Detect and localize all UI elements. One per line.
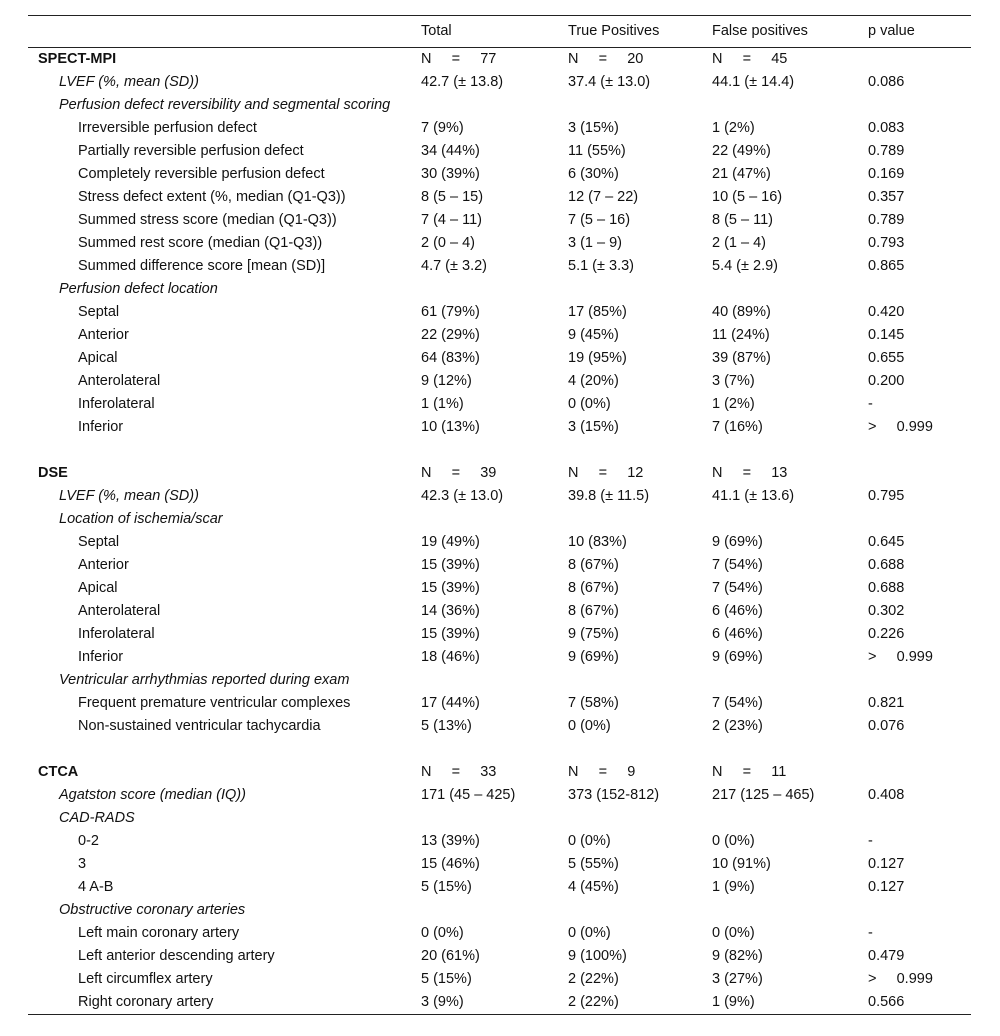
- true-positives-cell: 0 (0%): [568, 396, 611, 412]
- true-positives-cell: 4 (45%): [568, 879, 619, 895]
- total-cell: 42.3 (± 13.0): [421, 488, 504, 504]
- subheading-row: [28, 71, 971, 94]
- total-cell: 5 (15%): [421, 879, 472, 895]
- section-total-cell: N = 77: [421, 51, 497, 67]
- p-value-cell: 0.083: [868, 120, 905, 136]
- p-value-cell: 0.408: [868, 787, 905, 803]
- table-row: [28, 324, 971, 347]
- header-p-value: p value: [868, 23, 915, 39]
- total-cell: 19 (49%): [421, 534, 480, 550]
- total-cell: 5 (13%): [421, 718, 472, 734]
- false-positives-cell: 7 (54%): [712, 580, 763, 596]
- p-value-cell: 0.789: [868, 143, 905, 159]
- table-row: [28, 393, 971, 416]
- true-positives-cell: 9 (100%): [568, 948, 627, 964]
- p-value-cell: 0.420: [868, 304, 905, 320]
- false-positives-cell: 21 (47%): [712, 166, 771, 182]
- true-positives-cell: 5 (55%): [568, 856, 619, 872]
- section-true-positives-cell: N = 9: [568, 764, 636, 780]
- true-positives-cell: 12 (7 – 22): [568, 189, 639, 205]
- section-false-positives-cell: N = 11: [712, 764, 787, 780]
- false-positives-cell: 6 (46%): [712, 626, 763, 642]
- p-value-cell: -: [868, 396, 873, 412]
- true-positives-cell: 0 (0%): [568, 718, 611, 734]
- false-positives-cell: 7 (16%): [712, 419, 763, 435]
- row-label: Summed stress score (median (Q1-Q3)): [78, 212, 337, 228]
- total-cell: 61 (79%): [421, 304, 480, 320]
- bottom-rule: [28, 1014, 971, 1015]
- total-cell: 20 (61%): [421, 948, 480, 964]
- total-cell: 8 (5 – 15): [421, 189, 484, 205]
- section-title: CTCA: [38, 764, 79, 780]
- section-true-positives-cell: N = 20: [568, 51, 644, 67]
- section-spacer: [28, 738, 971, 761]
- table-body: [28, 48, 971, 1014]
- true-positives-cell: 373 (152-812): [568, 787, 660, 803]
- row-label: LVEF (%, mean (SD)): [59, 74, 199, 90]
- table-row: [28, 186, 971, 209]
- true-positives-cell: 3 (15%): [568, 120, 619, 136]
- true-positives-cell: 9 (69%): [568, 649, 619, 665]
- false-positives-cell: 6 (46%): [712, 603, 763, 619]
- false-positives-cell: 1 (9%): [712, 879, 755, 895]
- subheading-row: [28, 784, 971, 807]
- false-positives-cell: 0 (0%): [712, 833, 755, 849]
- row-label: Anterior: [78, 327, 129, 343]
- section-title: DSE: [38, 465, 68, 481]
- false-positives-cell: 10 (91%): [712, 856, 771, 872]
- table-row: [28, 347, 971, 370]
- row-label: Inferior: [78, 649, 124, 665]
- p-value-cell: 0.789: [868, 212, 905, 228]
- table-row: [28, 968, 971, 991]
- total-cell: 15 (39%): [421, 557, 480, 573]
- total-cell: 34 (44%): [421, 143, 480, 159]
- row-label: 4 A-B: [78, 879, 114, 895]
- table-row: [28, 301, 971, 324]
- false-positives-cell: 7 (54%): [712, 695, 763, 711]
- table-row: [28, 416, 971, 439]
- false-positives-cell: 41.1 (± 13.6): [712, 488, 795, 504]
- row-label: Inferior: [78, 419, 124, 435]
- row-label: Perfusion defect reversibility and segmental scoring: [59, 97, 391, 113]
- total-cell: 3 (9%): [421, 994, 464, 1010]
- row-label: Partially reversible perfusion defect: [78, 143, 304, 159]
- row-label: Right coronary artery: [78, 994, 214, 1010]
- true-positives-cell: 9 (45%): [568, 327, 619, 343]
- p-value-cell: 0.302: [868, 603, 905, 619]
- false-positives-cell: 5.4 (± 2.9): [712, 258, 778, 274]
- false-positives-cell: 11 (24%): [712, 327, 770, 343]
- section-true-positives-cell: N = 12: [568, 465, 644, 481]
- p-value-cell: 0.793: [868, 235, 905, 251]
- p-value-cell: > 0.999: [868, 419, 933, 435]
- subheading-row: [28, 508, 971, 531]
- p-value-cell: > 0.999: [868, 649, 933, 665]
- table-row: [28, 531, 971, 554]
- p-value-cell: -: [868, 925, 873, 941]
- row-label: Apical: [78, 350, 118, 366]
- p-value-cell: 0.076: [868, 718, 905, 734]
- total-cell: 10 (13%): [421, 419, 480, 435]
- total-cell: 42.7 (± 13.8): [421, 74, 504, 90]
- row-label: LVEF (%, mean (SD)): [59, 488, 199, 504]
- p-value-cell: 0.226: [868, 626, 905, 642]
- false-positives-cell: 10 (5 – 16): [712, 189, 783, 205]
- row-label: Summed difference score [mean (SD)]: [78, 258, 326, 274]
- row-label: Frequent premature ventricular complexes: [78, 695, 351, 711]
- true-positives-cell: 39.8 (± 11.5): [568, 488, 650, 504]
- p-value-cell: 0.688: [868, 580, 905, 596]
- p-value-cell: 0.086: [868, 74, 905, 90]
- row-label: CAD-RADS: [59, 810, 135, 826]
- section-title: SPECT-MPI: [38, 51, 117, 67]
- total-cell: 9 (12%): [421, 373, 472, 389]
- true-positives-cell: 11 (55%): [568, 143, 626, 159]
- total-cell: 5 (15%): [421, 971, 472, 987]
- p-value-cell: 0.645: [868, 534, 905, 550]
- header-row: [28, 16, 971, 47]
- table-row: [28, 577, 971, 600]
- true-positives-cell: 0 (0%): [568, 833, 611, 849]
- table-row: [28, 554, 971, 577]
- table-row: [28, 830, 971, 853]
- false-positives-cell: 1 (2%): [712, 120, 755, 136]
- section-row: [28, 462, 971, 485]
- table-row: [28, 922, 971, 945]
- p-value-cell: 0.145: [868, 327, 905, 343]
- row-label: Irreversible perfusion defect: [78, 120, 257, 136]
- row-label: 0-2: [78, 833, 99, 849]
- true-positives-cell: 2 (22%): [568, 971, 619, 987]
- subheading-row: [28, 669, 971, 692]
- total-cell: 22 (29%): [421, 327, 480, 343]
- p-value-cell: 0.688: [868, 557, 905, 573]
- false-positives-cell: 0 (0%): [712, 925, 755, 941]
- table-row: [28, 876, 971, 899]
- false-positives-cell: 39 (87%): [712, 350, 771, 366]
- row-label: 3: [78, 856, 87, 872]
- table-row: [28, 646, 971, 669]
- row-label: Summed rest score (median (Q1-Q3)): [78, 235, 323, 251]
- false-positives-cell: 3 (27%): [712, 971, 763, 987]
- p-value-cell: 0.821: [868, 695, 905, 711]
- subheading-row: [28, 278, 971, 301]
- false-positives-cell: 9 (69%): [712, 534, 763, 550]
- p-value-cell: 0.865: [868, 258, 905, 274]
- row-label: Inferolateral: [78, 396, 155, 412]
- subheading-row: [28, 94, 971, 117]
- row-label: Left circumflex artery: [78, 971, 213, 987]
- true-positives-cell: 7 (58%): [568, 695, 619, 711]
- true-positives-cell: 7 (5 – 16): [568, 212, 631, 228]
- total-cell: 30 (39%): [421, 166, 480, 182]
- true-positives-cell: 19 (95%): [568, 350, 627, 366]
- true-positives-cell: 8 (67%): [568, 603, 619, 619]
- row-label: Agatston score (median (IQ)): [59, 787, 246, 803]
- true-positives-cell: 2 (22%): [568, 994, 619, 1010]
- row-label: Left anterior descending artery: [78, 948, 275, 964]
- table-row: [28, 692, 971, 715]
- p-value-cell: > 0.999: [868, 971, 933, 987]
- table-row: [28, 853, 971, 876]
- row-label: Completely reversible perfusion defect: [78, 166, 325, 182]
- true-positives-cell: 8 (67%): [568, 580, 619, 596]
- total-cell: 13 (39%): [421, 833, 480, 849]
- section-total-cell: N = 33: [421, 764, 497, 780]
- total-cell: 15 (39%): [421, 580, 480, 596]
- section-spacer: [28, 439, 971, 462]
- p-value-cell: -: [868, 833, 873, 849]
- table-row: [28, 623, 971, 646]
- false-positives-cell: 7 (54%): [712, 557, 763, 573]
- false-positives-cell: 44.1 (± 14.4): [712, 74, 795, 90]
- false-positives-cell: 9 (82%): [712, 948, 763, 964]
- p-value-cell: 0.127: [868, 856, 905, 872]
- section-false-positives-cell: N = 13: [712, 465, 788, 481]
- p-value-cell: 0.169: [868, 166, 905, 182]
- p-value-cell: 0.200: [868, 373, 905, 389]
- table-row: [28, 991, 971, 1014]
- section-false-positives-cell: N = 45: [712, 51, 788, 67]
- p-value-cell: 0.479: [868, 948, 905, 964]
- row-label: Septal: [78, 304, 120, 320]
- false-positives-cell: 9 (69%): [712, 649, 763, 665]
- table-row: [28, 600, 971, 623]
- section-row: [28, 48, 971, 71]
- total-cell: 17 (44%): [421, 695, 480, 711]
- false-positives-cell: 40 (89%): [712, 304, 771, 320]
- true-positives-cell: 37.4 (± 13.0): [568, 74, 651, 90]
- true-positives-cell: 3 (1 – 9): [568, 235, 622, 251]
- table-row: [28, 232, 971, 255]
- total-cell: 171 (45 – 425): [421, 787, 516, 803]
- row-label: Non-sustained ventricular tachycardia: [78, 718, 321, 734]
- section-total-cell: N = 39: [421, 465, 497, 481]
- total-cell: 18 (46%): [421, 649, 480, 665]
- false-positives-cell: 1 (2%): [712, 396, 755, 412]
- true-positives-cell: 0 (0%): [568, 925, 611, 941]
- table-row: [28, 715, 971, 738]
- p-value-cell: 0.655: [868, 350, 905, 366]
- true-positives-cell: 5.1 (± 3.3): [568, 258, 634, 274]
- false-positives-cell: 217 (125 – 465): [712, 787, 815, 803]
- total-cell: 14 (36%): [421, 603, 480, 619]
- true-positives-cell: 9 (75%): [568, 626, 619, 642]
- row-label: Apical: [78, 580, 118, 596]
- header-true-positives: True Positives: [568, 23, 660, 39]
- true-positives-cell: 4 (20%): [568, 373, 619, 389]
- subheading-row: [28, 807, 971, 830]
- p-value-cell: 0.795: [868, 488, 905, 504]
- false-positives-cell: 3 (7%): [712, 373, 755, 389]
- total-cell: 1 (1%): [421, 396, 464, 412]
- row-label: Septal: [78, 534, 120, 550]
- row-label: Left main coronary artery: [78, 925, 240, 941]
- false-positives-cell: 2 (23%): [712, 718, 763, 734]
- p-value-cell: 0.127: [868, 879, 905, 895]
- section-row: [28, 761, 971, 784]
- false-positives-cell: 2 (1 – 4): [712, 235, 766, 251]
- subheading-row: [28, 485, 971, 508]
- total-cell: 64 (83%): [421, 350, 480, 366]
- row-label: Anterior: [78, 557, 129, 573]
- p-value-cell: 0.566: [868, 994, 905, 1010]
- row-label: Stress defect extent (%, median (Q1-Q3)): [78, 189, 346, 205]
- false-positives-cell: 1 (9%): [712, 994, 755, 1010]
- row-label: Obstructive coronary arteries: [59, 902, 246, 918]
- header-false-positives: False positives: [712, 23, 808, 39]
- table-row: [28, 140, 971, 163]
- total-cell: 2 (0 – 4): [421, 235, 475, 251]
- table-row: [28, 117, 971, 140]
- true-positives-cell: 17 (85%): [568, 304, 627, 320]
- results-table: [28, 15, 971, 1015]
- total-cell: 7 (4 – 11): [421, 212, 482, 228]
- subheading-row: [28, 899, 971, 922]
- table-row: [28, 945, 971, 968]
- row-label: Perfusion defect location: [59, 281, 218, 297]
- total-cell: 7 (9%): [421, 120, 464, 136]
- true-positives-cell: 10 (83%): [568, 534, 627, 550]
- row-label: Location of ischemia/scar: [59, 511, 223, 527]
- total-cell: 15 (46%): [421, 856, 480, 872]
- false-positives-cell: 8 (5 – 11): [712, 212, 773, 228]
- header-total: Total: [421, 23, 452, 39]
- table-row: [28, 255, 971, 278]
- row-label: Inferolateral: [78, 626, 155, 642]
- total-cell: 4.7 (± 3.2): [421, 258, 487, 274]
- total-cell: 0 (0%): [421, 925, 464, 941]
- table-row: [28, 370, 971, 393]
- true-positives-cell: 6 (30%): [568, 166, 619, 182]
- false-positives-cell: 22 (49%): [712, 143, 771, 159]
- row-label: Ventricular arrhythmias reported during exam: [59, 672, 350, 688]
- table-row: [28, 209, 971, 232]
- row-label: Anterolateral: [78, 373, 161, 389]
- row-label: Anterolateral: [78, 603, 161, 619]
- true-positives-cell: 8 (67%): [568, 557, 619, 573]
- true-positives-cell: 3 (15%): [568, 419, 619, 435]
- p-value-cell: 0.357: [868, 189, 905, 205]
- table-row: [28, 163, 971, 186]
- total-cell: 15 (39%): [421, 626, 480, 642]
